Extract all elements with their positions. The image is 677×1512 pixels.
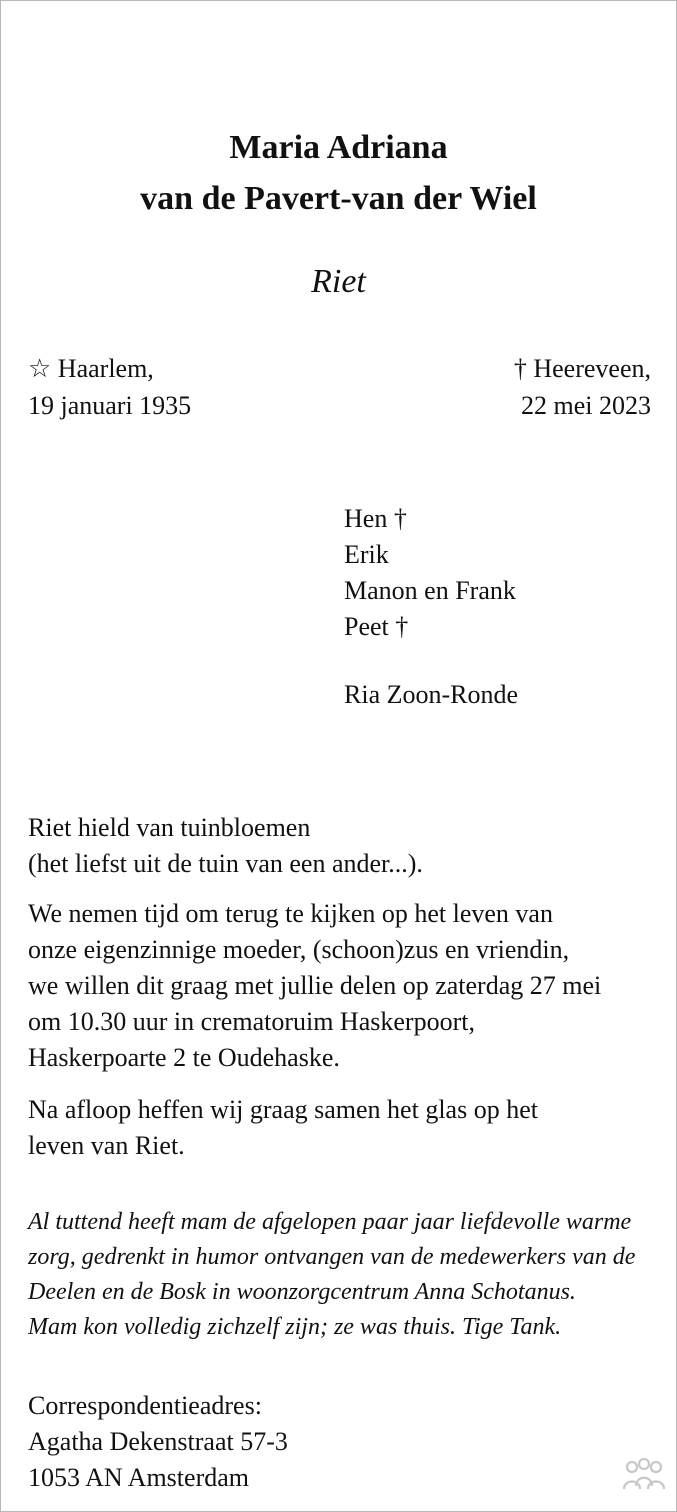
address-label: Correspondentieadres: [28, 1391, 262, 1420]
family-member: Manon en Frank [344, 576, 516, 605]
family-member: Peet † [344, 612, 409, 641]
paragraph-line: (het liefst uit de tuin van een ander...). [28, 849, 423, 878]
thanks-line: Deelen en de Bosk in woonzorgcentrum Anna Schotanus. [28, 1279, 576, 1305]
paragraph-line: We nemen tijd om terug te kijken op het leven van [28, 899, 553, 928]
address-street: Agatha Dekenstraat 57-3 [28, 1427, 288, 1456]
thanks-line: zorg, gedrenkt in humor ontvangen van de medewerkers van de [28, 1244, 636, 1270]
thanks-line: Mam kon volledig zichzelf zijn; ze was thuis. Tige Tank. [28, 1314, 562, 1340]
paragraph-flowers [28, 810, 423, 882]
people-group-icon [620, 1457, 668, 1499]
death-date: 22 mei 2023 [521, 391, 651, 420]
family-member: Erik [344, 540, 389, 569]
paragraph-line: Na afloop heffen wij graag samen het glas op het [28, 1095, 538, 1124]
paragraph-ceremony [28, 896, 601, 1076]
address-city: 1053 AN Amsterdam [28, 1463, 249, 1492]
paragraph-line: onze eigenzinnige moeder, (schoon)zus en vriendin, [28, 935, 570, 964]
thanks-text [28, 1205, 635, 1345]
paragraph-line: we willen dit graag met jullie delen op zaterdag 27 mei [28, 971, 602, 1000]
paragraph-line: om 10.30 uur in crematoruim Haskerpoort, [28, 1007, 475, 1036]
paragraph-line: Haskerpoarte 2 te Oudehaske. [28, 1043, 340, 1072]
paragraph-toast [28, 1092, 538, 1164]
nickname: Riet [311, 263, 366, 300]
birth-date: 19 januari 1935 [28, 391, 192, 420]
birth-place: ☆ Haarlem, [28, 354, 154, 383]
paragraph-line: Riet hield van tuinbloemen [28, 813, 311, 842]
family-member: Hen † [344, 504, 407, 533]
thanks-line: Al tuttend heeft mam de afgelopen paar jaar liefdevolle warme [28, 1209, 632, 1235]
death-place: † Heereveen, [513, 354, 651, 383]
family-other: Ria Zoon-Ronde [344, 680, 519, 709]
paragraph-line: leven van Riet. [28, 1131, 185, 1160]
deceased-name-line2: van de Pavert-van der Wiel [140, 180, 537, 217]
deceased-name-line1: Maria Adriana [229, 129, 448, 166]
